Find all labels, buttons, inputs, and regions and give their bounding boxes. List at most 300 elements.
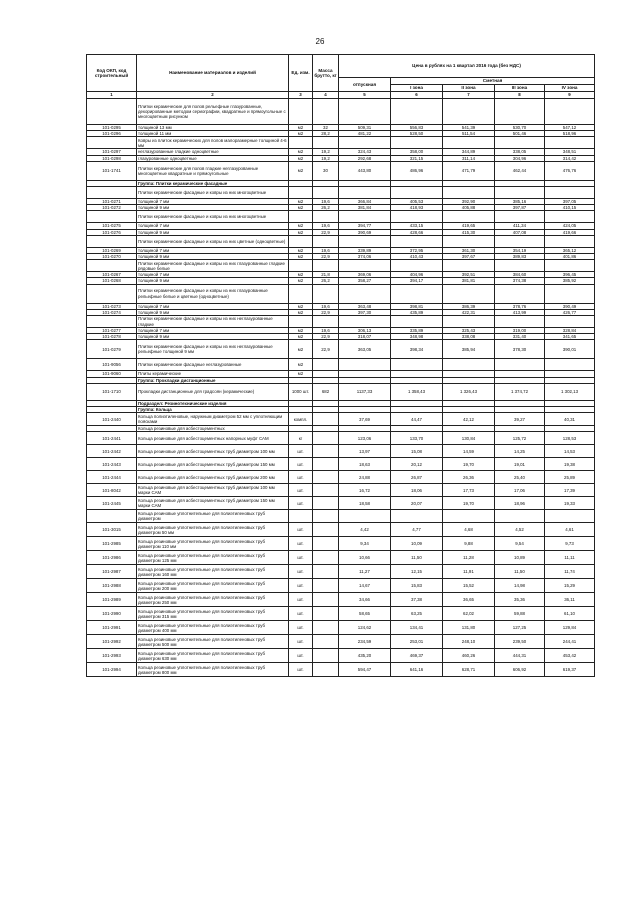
price-zone-1: 435,89 [391, 309, 443, 315]
price-release [339, 187, 391, 199]
item-mass: 26,2 [313, 278, 339, 284]
table-row [87, 593, 595, 607]
price-zone-1 [391, 510, 443, 523]
price-zone-3: 18,96 [495, 497, 545, 510]
price-zone-1: 15,08 [391, 445, 443, 458]
price-zone-2: 14,59 [443, 445, 495, 458]
item-unit: шт. [289, 484, 313, 497]
price-zone-3: 397,87 [495, 205, 545, 211]
price-zone-4: 17,39 [545, 484, 595, 497]
table-row [87, 211, 595, 223]
item-unit [289, 99, 313, 125]
item-mass [313, 99, 339, 125]
price-zone-1: 20,12 [391, 458, 443, 471]
item-unit [289, 284, 313, 303]
price-zone-1: 428,66 [391, 229, 443, 235]
price-zone-4: 19,33 [545, 497, 595, 510]
item-name: Группа: Плитки керамические фасадные [137, 180, 289, 186]
item-name: Плитки керамические фасадные и ковры из них глазурованные гладкие рядовые белые [137, 260, 289, 272]
header-unit: Ед. изм. [289, 55, 313, 92]
table-header [87, 55, 595, 99]
price-zone-4: 419,66 [545, 229, 595, 235]
price-zone-2: 419,65 [443, 223, 495, 229]
item-mass: 26,2 [313, 205, 339, 211]
price-zone-3: 331,40 [495, 334, 545, 340]
table-row [87, 649, 595, 663]
price-zone-1: 372,95 [391, 247, 443, 253]
table-row [87, 432, 595, 445]
price-zone-3 [495, 260, 545, 272]
price-zone-3: 530,70 [495, 125, 545, 131]
price-zone-2: 422,31 [443, 309, 495, 315]
item-name: Кольца резиновые для асбестоцементных труб диаметром 100 мм марки САМ [137, 484, 289, 497]
price-zone-3: 374,38 [495, 278, 545, 284]
item-code: 101-0268 [87, 278, 137, 284]
price-release [339, 284, 391, 303]
price-zone-3: 304,96 [495, 155, 545, 161]
price-release: 363,05 [339, 340, 391, 359]
item-mass [313, 607, 339, 621]
price-zone-4 [545, 235, 595, 247]
item-unit: м2 [289, 131, 313, 137]
item-mass [313, 621, 339, 635]
table-row [87, 565, 595, 579]
price-zone-1: 528,50 [391, 131, 443, 137]
table-row [87, 99, 595, 125]
item-mass [313, 649, 339, 663]
price-zone-2 [443, 316, 495, 328]
item-name: Кольца резиновые уплотнительные для полиэтиленовых труб диаметром 800 мм [137, 663, 289, 677]
price-zone-1: 469,37 [391, 649, 443, 663]
price-zone-3: 385,16 [495, 199, 545, 205]
item-code: 101-0275 [87, 223, 137, 229]
table-row [87, 663, 595, 677]
item-mass [313, 359, 339, 371]
price-zone-1: 37,38 [391, 593, 443, 607]
price-release: 34,66 [339, 593, 391, 607]
price-zone-4: 365,12 [545, 247, 595, 253]
item-unit: м2 [289, 303, 313, 309]
item-name: Кольца резиновые для асбестоцементных труб диаметром 100 мм [137, 445, 289, 458]
item-code: 101-9056 [87, 359, 137, 371]
item-unit: м2 [289, 161, 313, 180]
item-name: Кольца резиновые для асбестоцементных труб диаметром 150 мм [137, 458, 289, 471]
item-unit: шт. [289, 551, 313, 565]
price-zone-1 [391, 316, 443, 328]
price-zone-4: 424,05 [545, 223, 595, 229]
price-zone-1: 335,89 [391, 328, 443, 334]
header-estimate: Сметная [391, 78, 595, 85]
price-zone-2: 19,70 [443, 458, 495, 471]
price-zone-3: 1 374,72 [495, 383, 545, 400]
page-number: 26 [315, 37, 325, 46]
item-unit [289, 235, 313, 247]
table-row [87, 635, 595, 649]
item-code: 101-0278 [87, 334, 137, 340]
table-row [87, 383, 595, 400]
price-release: 11,27 [339, 565, 391, 579]
price-zone-1: 410,43 [391, 254, 443, 260]
price-zone-3: 10,89 [495, 551, 545, 565]
column-number: 6 [391, 92, 443, 99]
price-zone-2: 392,51 [443, 272, 495, 278]
price-release: 443,80 [339, 161, 391, 180]
item-mass [313, 484, 339, 497]
table-row [87, 260, 595, 272]
item-unit [289, 316, 313, 328]
item-mass [313, 458, 339, 471]
column-number: 8 [495, 92, 545, 99]
price-zone-1: 1 358,43 [391, 383, 443, 400]
item-unit: м2 [289, 125, 313, 131]
item-unit: шт. [289, 635, 313, 649]
price-zone-2: 511,54 [443, 131, 495, 137]
item-code [87, 284, 137, 303]
price-release: 481,22 [339, 131, 391, 137]
item-mass [313, 579, 339, 593]
price-release: 124,62 [339, 621, 391, 635]
item-code: 101-2990 [87, 607, 137, 621]
price-zone-2 [443, 211, 495, 223]
price-release: 18,63 [339, 458, 391, 471]
price-zone-2 [443, 510, 495, 523]
item-code: 101-2993 [87, 649, 137, 663]
price-zone-3: 411,34 [495, 223, 545, 229]
price-release [339, 211, 391, 223]
item-mass: 22,9 [313, 309, 339, 315]
item-name: толщиной 11 мм [137, 131, 289, 137]
price-zone-1: 394,17 [391, 278, 443, 284]
item-name: Плитки керамические фасадные и ковры из них многоцветные [137, 211, 289, 223]
price-zone-4: 15,29 [545, 579, 595, 593]
price-zone-2: 311,14 [443, 155, 495, 161]
price-zone-3: 378,30 [495, 340, 545, 359]
price-zone-1: 133,70 [391, 432, 443, 445]
item-unit: шт. [289, 445, 313, 458]
price-zone-4: 61,10 [545, 607, 595, 621]
item-mass [313, 413, 339, 426]
item-code: 101-2440 [87, 413, 137, 426]
item-name: Группа: Кольца [137, 407, 289, 413]
price-release: 14,67 [339, 579, 391, 593]
price-zone-4: 25,89 [545, 471, 595, 484]
item-code: 101-0267 [87, 272, 137, 278]
price-zone-4: 390,01 [545, 340, 595, 359]
price-zone-1: 253,01 [391, 635, 443, 649]
item-unit: м2 [289, 309, 313, 315]
price-zone-1 [391, 359, 443, 371]
item-code: 101-8042 [87, 484, 137, 497]
price-zone-4: 341,65 [545, 334, 595, 340]
price-zone-3 [495, 235, 545, 247]
item-mass [313, 260, 339, 272]
price-zone-2: 386,39 [443, 303, 495, 309]
price-zone-3: 413,99 [495, 309, 545, 315]
price-zone-2: 471,79 [443, 161, 495, 180]
price-release [339, 99, 391, 125]
item-name: толщиной 9 мм [137, 309, 289, 315]
item-code: 101-2445 [87, 497, 137, 510]
item-code: 101-2994 [87, 663, 137, 677]
column-number: 2 [137, 92, 289, 99]
price-release: 324,43 [339, 149, 391, 155]
item-code: 101-2989 [87, 593, 137, 607]
item-mass [313, 523, 339, 537]
price-zone-2: 62,02 [443, 607, 495, 621]
item-mass: 19,2 [313, 155, 339, 161]
price-zone-4: 128,53 [545, 432, 595, 445]
item-code [87, 187, 137, 199]
table-row [87, 161, 595, 180]
price-zone-4: 619,37 [545, 663, 595, 677]
price-zone-2 [443, 137, 495, 149]
price-zone-2: 36,65 [443, 593, 495, 607]
item-unit: м2 [289, 334, 313, 340]
price-zone-2: 392,90 [443, 199, 495, 205]
price-zone-3 [495, 510, 545, 523]
price-zone-2 [443, 235, 495, 247]
item-unit: шт. [289, 458, 313, 471]
price-zone-3: 384,60 [495, 272, 545, 278]
item-code: 101-0269 [87, 247, 137, 253]
table-row [87, 413, 595, 426]
item-unit: шт. [289, 497, 313, 510]
price-zone-4: 426,77 [545, 309, 595, 315]
item-mass: 28,2 [313, 131, 339, 137]
item-name: Кольца резиновые уплотнительные для полиэтиленовых труб диаметром 250 мм [137, 593, 289, 607]
price-zone-3: 378,76 [495, 303, 545, 309]
price-release: 16,72 [339, 484, 391, 497]
item-code: 101-0272 [87, 205, 137, 211]
item-unit: шт. [289, 593, 313, 607]
item-unit: м2 [289, 155, 313, 161]
column-number: 1 [87, 92, 137, 99]
price-zone-4 [545, 284, 595, 303]
item-mass [313, 445, 339, 458]
price-zone-1 [391, 235, 443, 247]
item-mass: 19,6 [313, 328, 339, 334]
price-release: 9,34 [339, 537, 391, 551]
item-unit: шт. [289, 621, 313, 635]
item-unit: шт. [289, 663, 313, 677]
price-release: 318,07 [339, 334, 391, 340]
item-name: толщиной 9 мм [137, 205, 289, 211]
item-name: Кольца резиновые уплотнительные для полиэтиленовых труб диаметром 315 мм [137, 607, 289, 621]
price-release [339, 137, 391, 149]
item-name: Плитки керамические фасадные и ковры из них многоцветные [137, 187, 289, 199]
price-zone-2: 9,88 [443, 537, 495, 551]
table-row [87, 621, 595, 635]
price-zone-2: 11,28 [443, 551, 495, 565]
price-zone-3: 9,54 [495, 537, 545, 551]
table-row [87, 497, 595, 510]
item-mass [313, 432, 339, 445]
price-zone-4: 547,12 [545, 125, 595, 131]
price-release: 37,69 [339, 413, 391, 426]
item-code: 101-0298 [87, 155, 137, 161]
price-zone-3: 14,25 [495, 445, 545, 458]
price-zone-1: 12,15 [391, 565, 443, 579]
price-zone-4: 14,53 [545, 445, 595, 458]
item-name: Кольца резиновые уплотнительные для полиэтиленовых труб диаметром 50 мм [137, 523, 289, 537]
item-name: Плиты керамические [137, 371, 289, 377]
item-unit: шт. [289, 565, 313, 579]
price-zone-4: 453,42 [545, 649, 595, 663]
price-zone-3: 239,50 [495, 635, 545, 649]
price-zone-2: 381,81 [443, 278, 495, 284]
header-zone-3: III зона [495, 85, 545, 92]
price-zone-3 [495, 284, 545, 303]
item-name: толщиной 7 мм [137, 328, 289, 334]
price-zone-1: 44,47 [391, 413, 443, 426]
item-name: Кольца резиновые для асбестоцементных напорных муфт САМ [137, 432, 289, 445]
table-row [87, 537, 595, 551]
price-release: 18,58 [339, 497, 391, 510]
price-zone-1: 10,09 [391, 537, 443, 551]
item-name: Группа: Прокладки дистанционные [137, 377, 289, 383]
item-mass: 19,6 [313, 199, 339, 205]
item-code: 101-0273 [87, 303, 137, 309]
item-code: 101-3015 [87, 523, 137, 537]
price-zone-2: 19,70 [443, 497, 495, 510]
price-zone-2: 460,26 [443, 649, 495, 663]
item-unit [289, 187, 313, 199]
item-unit: м2 [289, 371, 313, 377]
item-name: толщиной 7 мм [137, 199, 289, 205]
price-zone-3: 462,44 [495, 161, 545, 180]
price-release: 24,88 [339, 471, 391, 484]
price-zone-1: 486,96 [391, 161, 443, 180]
price-zone-4: 9,73 [545, 537, 595, 551]
column-number: 4 [313, 92, 339, 99]
price-release [339, 359, 391, 371]
item-code: 101-2991 [87, 621, 137, 635]
header-zone-2: II зона [443, 85, 495, 92]
price-release: 390,69 [339, 229, 391, 235]
item-code [87, 316, 137, 328]
price-zone-4: 244,41 [545, 635, 595, 649]
item-name: толщиной 7 мм [137, 272, 289, 278]
price-release: 4,42 [339, 523, 391, 537]
table-row [87, 137, 595, 149]
item-code: 101-2442 [87, 445, 137, 458]
price-zone-3 [495, 316, 545, 328]
price-zone-4: 4,61 [545, 523, 595, 537]
price-zone-1 [391, 211, 443, 223]
price-release: 234,59 [339, 635, 391, 649]
item-name: Кольца резиновые уплотнительные для полиэтиленовых труб диаметром 200 мм [137, 579, 289, 593]
price-zone-4: 476,76 [545, 161, 595, 180]
item-unit [289, 211, 313, 223]
price-zone-2: 344,89 [443, 149, 495, 155]
price-zone-4: 11,11 [545, 551, 595, 565]
item-mass: 30 [313, 161, 339, 180]
item-mass [313, 537, 339, 551]
item-name: толщиной 9 мм [137, 278, 289, 284]
item-unit: м2 [289, 247, 313, 253]
item-name: Кольца резиновые для асбестоцементных труб диаметром 150 мм марки САМ [137, 497, 289, 510]
item-name: толщиной 9 мм [137, 254, 289, 260]
item-code: 101-0279 [87, 340, 137, 359]
item-name: Плитки керамические фасадные и ковры из них цветные (одноцветные) [137, 235, 289, 247]
item-mass: 32 [313, 125, 339, 131]
item-name: Кольца резиновые уплотнительные для полиэтиленовых труб диаметром [137, 510, 289, 523]
table-row [87, 510, 595, 523]
item-code [87, 235, 137, 247]
price-release: 123,06 [339, 432, 391, 445]
price-zone-2 [443, 284, 495, 303]
price-zone-1: 404,96 [391, 272, 443, 278]
price-zone-1 [391, 137, 443, 149]
price-zone-4 [545, 359, 595, 371]
header-code: Код ОКП, код строительный [87, 55, 137, 92]
price-zone-1: 398,34 [391, 340, 443, 359]
price-zone-4: 36,11 [545, 593, 595, 607]
price-zone-1: 398,81 [391, 303, 443, 309]
price-zone-2: 248,10 [443, 635, 495, 649]
item-code: 101-2444 [87, 471, 137, 484]
header-mass: Масса брутто, кг [313, 55, 339, 92]
price-zone-4: 390,49 [545, 303, 595, 309]
item-code: 101-2443 [87, 458, 137, 471]
price-release: 363,48 [339, 303, 391, 309]
price-release [339, 260, 391, 272]
item-name: толщиной 9 мм [137, 334, 289, 340]
item-name: Кольца резиновые уплотнительные для полиэтиленовых труб диаметром 125 мм [137, 551, 289, 565]
price-zone-3: 444,31 [495, 649, 545, 663]
price-zone-1: 134,41 [391, 621, 443, 635]
item-name: Плитки керамические для полов гладкие неглазурованные многоцветные квадратные и прямоугольные [137, 161, 289, 180]
table-row [87, 579, 595, 593]
item-mass [313, 235, 339, 247]
table-row [87, 458, 595, 471]
price-sheet [86, 54, 594, 677]
price-zone-4: 40,31 [545, 413, 595, 426]
price-release: 13,97 [339, 445, 391, 458]
item-mass [313, 211, 339, 223]
table-row [87, 607, 595, 621]
item-mass: 682 [313, 383, 339, 400]
table-row [87, 284, 595, 303]
price-zone-4 [545, 260, 595, 272]
price-zone-4 [545, 99, 595, 125]
price-zone-1: 4,77 [391, 523, 443, 537]
item-mass: 19,6 [313, 247, 339, 253]
price-zone-1: 348,98 [391, 334, 443, 340]
item-name: толщиной 7 мм [137, 303, 289, 309]
table-row [87, 316, 595, 328]
price-zone-2: 42,12 [443, 413, 495, 426]
item-name: Плитки керамические фасадные неглазурованные [137, 359, 289, 371]
header-price-title: Цена в рублях на 1 квартал 2016 года (без НДС) [339, 55, 595, 78]
item-name: Плитки керамические фасадные и ковры из них глазурованные рельефные белые и цветные (одноцветные) [137, 284, 289, 303]
item-name: Подраздел: Резинотехнические изделия [137, 400, 289, 406]
item-unit: м2 [289, 205, 313, 211]
price-zone-4: 410,15 [545, 205, 595, 211]
item-code: 101-0297 [87, 149, 137, 155]
item-unit: шт. [289, 579, 313, 593]
price-release: 435,20 [339, 649, 391, 663]
price-zone-2: 397,67 [443, 254, 495, 260]
price-zone-3: 407,08 [495, 229, 545, 235]
item-unit: 1000 шт. [289, 383, 313, 400]
item-unit [289, 510, 313, 523]
table-row [87, 340, 595, 359]
item-unit: шт. [289, 523, 313, 537]
item-name: Плитки керамические для полов рельефные глазурованные, декорированные методом сериографии, квадратные и прямоугольные с многоцветным рисунком [137, 99, 289, 125]
price-zone-3: 501,46 [495, 131, 545, 137]
item-code: 101-2986 [87, 551, 137, 565]
